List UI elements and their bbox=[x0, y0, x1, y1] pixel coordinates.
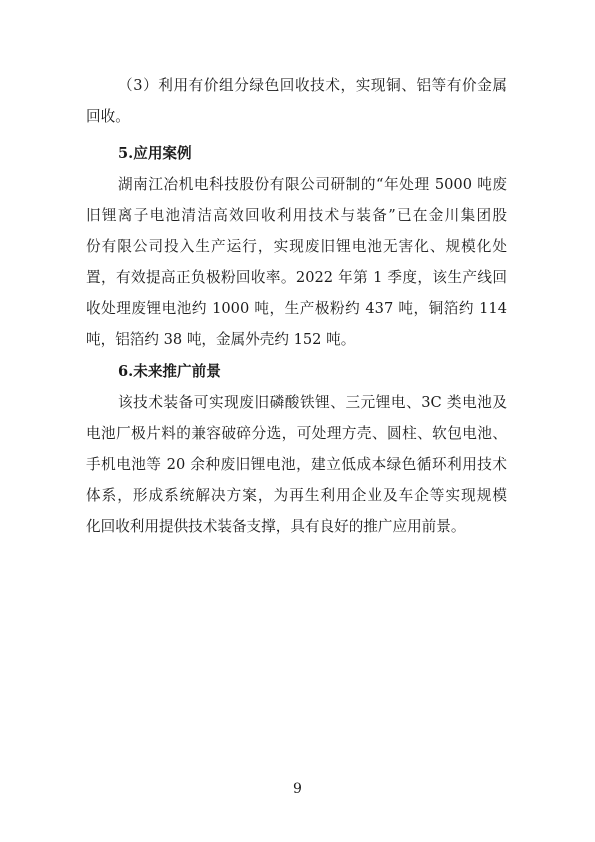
section-6-line-4: 体系，形成系统解决方案，为再生利用企业及车企等实现规模 bbox=[86, 487, 507, 504]
section-6-line-5: 化回收利用提供技术装备支撑，具有良好的推广应用前景。 bbox=[86, 518, 466, 535]
section-5-heading: 5.应用案例 bbox=[118, 145, 192, 162]
section-5-line-1: 湖南江冶机电科技股份有限公司研制的“年处理 5000 吨废 bbox=[118, 176, 507, 193]
paragraph-1-line-2: 回收。 bbox=[86, 108, 130, 125]
section-6-heading: 6.未来推广前景 bbox=[118, 363, 221, 380]
page-number: 9 bbox=[293, 781, 302, 797]
section-5-line-6: 吨，铝箔约 38 吨，金属外壳约 152 吨。 bbox=[86, 331, 356, 348]
section-5-line-3: 份有限公司投入生产运行，实现废旧锂电池无害化、规模化处 bbox=[86, 238, 507, 255]
section-6-line-2: 电池厂极片料的兼容破碎分选，可处理方壳、圆柱、软包电池、 bbox=[86, 425, 507, 442]
section-5-line-2: 旧锂离子电池清洁高效回收利用技术与装备”已在金川集团股 bbox=[86, 207, 507, 224]
section-5-line-5: 收处理废锂电池约 1000 吨，生产极粉约 437 吨，铜箔约 114 bbox=[86, 300, 507, 317]
section-6-line-3: 手机电池等 20 余种废旧锂电池，建立低成本绿色循环利用技术 bbox=[86, 456, 507, 473]
paragraph-1-line-1: （3）利用有价组分绿色回收技术，实现铜、铝等有价金属 bbox=[118, 77, 507, 94]
section-6-line-1: 该技术装备可实现废旧磷酸铁锂、三元锂电、3C 类电池及 bbox=[118, 394, 507, 411]
section-5-line-4: 置，有效提高正负极粉回收率。2022 年第 1 季度，该生产线回 bbox=[86, 269, 507, 286]
